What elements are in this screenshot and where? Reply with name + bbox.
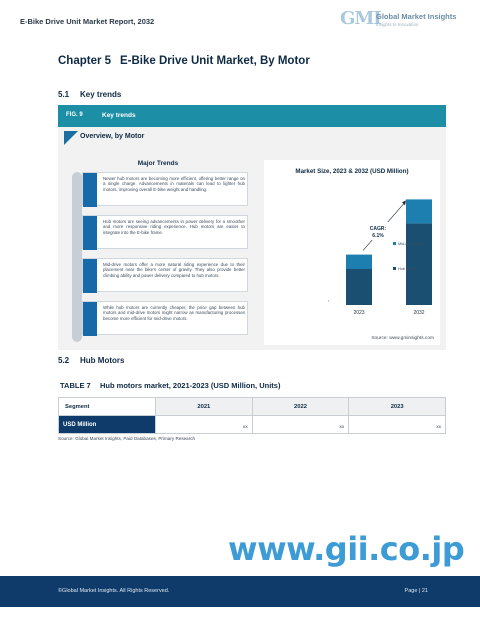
table-cell: xx (349, 416, 446, 434)
legend-swatch (393, 267, 396, 270)
trend-card (82, 258, 248, 292)
table-cell: xx (252, 416, 349, 434)
trend-card (82, 215, 248, 249)
logo-name: Global Market Insights (376, 12, 457, 21)
trend-text: Newer hub motors are becoming more efficient, offering better range on a single charge. Advancements in materials can lead to lighter hub motors, improving overall E-bike weight and handling. (103, 176, 245, 192)
figure-header-bar (58, 105, 446, 127)
section-number: 5.2 (58, 356, 70, 365)
table-label: TABLE 7 (60, 381, 91, 390)
watermark-url: www.gii.co.jp (228, 530, 465, 568)
section-title: Key trends (80, 90, 122, 99)
trend-marker-icon (83, 216, 97, 250)
figure-subtitle-text: Overview, by Motor (80, 133, 145, 140)
footer-page-number: Page | 21 (404, 588, 428, 594)
table-title: Hub motors market, 2021-2023 (USD Million, Units) (100, 381, 281, 390)
section-heading-hub-motors (58, 356, 124, 365)
legend-entry: Hub motor (398, 267, 416, 271)
figure-label: FIG. 9 (66, 112, 83, 118)
x-tick-label: 2032 (413, 310, 425, 316)
cagr-value: 6.1% (372, 233, 384, 239)
footer-strip (0, 607, 480, 621)
page-header (0, 0, 480, 40)
figure-caption: Key trends (102, 112, 136, 119)
section-heading-key-trends (58, 90, 121, 99)
chart-plot (264, 180, 440, 330)
company-logo (340, 8, 460, 34)
corner-triangle-icon (64, 131, 78, 145)
logo-tagline: Insights to Innovation (376, 22, 419, 27)
x-tick-label: 2023 (353, 310, 365, 316)
legend-entry: Mid-drive motor (398, 242, 425, 246)
figure-subtitle (64, 131, 184, 147)
page-footer (0, 576, 480, 607)
chapter-number: Chapter 5 (58, 55, 112, 67)
table-header-cell: 2022 (252, 398, 349, 416)
bar-mid-drive-motor-2032 (406, 199, 432, 223)
major-trends-panel (68, 160, 248, 345)
trends-spine (72, 172, 82, 342)
axis-dot: ı (328, 298, 330, 303)
table-header-cell: 2023 (349, 398, 446, 416)
cagr-label: CAGR: (369, 226, 387, 232)
chart-source: Source: www.gminsights.com (371, 336, 434, 341)
trend-card (82, 172, 248, 206)
legend-swatch (393, 242, 396, 245)
major-trends-title: Major Trends (137, 160, 179, 167)
trend-card (82, 301, 248, 335)
table-cell: xx (156, 416, 253, 434)
table-header-cell: Segment (59, 398, 156, 416)
trend-text: While hub motors are currently cheaper, the price gap between hub motors and mid-drive motors might narrow as manufacturing processes become more efficient for mid-drive motors. (103, 305, 245, 321)
table-header-row (59, 398, 446, 416)
report-title: E-Bike Drive Unit Market Report, 2032 (20, 17, 155, 26)
trend-text: Hub motors are seeing advancements in power delivery for a smoother and more responsive riding experience. Hub motors are easier to integrate into the E-bike frame. (103, 219, 245, 235)
table-header-cell: 2021 (156, 398, 253, 416)
section-title: Hub Motors (80, 356, 125, 365)
section-number: 5.1 (58, 90, 70, 99)
hub-motors-table (58, 397, 446, 434)
bar-hub-motor-2032 (406, 223, 432, 305)
market-size-chart (264, 160, 440, 345)
chapter-heading (58, 55, 310, 67)
table-row-label: USD Million (59, 416, 156, 434)
chart-title: Market Size, 2023 & 2032 (USD Million) (295, 168, 409, 175)
table-row (59, 416, 446, 434)
table-source-note: Source: Global Market Insights, Paid Databases, Primary Research (58, 436, 196, 441)
trend-marker-icon (83, 173, 97, 207)
footer-copyright: ©Global Market Insights. All Rights Reserved. (58, 588, 170, 594)
figure-panel (58, 105, 446, 350)
trend-marker-icon (83, 259, 97, 293)
chapter-title: E-Bike Drive Unit Market, By Motor (120, 55, 310, 67)
trend-marker-icon (83, 302, 97, 336)
bar-hub-motor-2023 (346, 269, 372, 305)
bar-mid-drive-motor-2023 (346, 255, 372, 269)
trend-text: Mid-drive motors offer a more natural riding experience due to their placement near the bike's center of gravity. They also provide better climbing ability and power delivery compared to hub motors. (103, 262, 245, 278)
logo-mark: GMI (340, 8, 381, 29)
table-heading (60, 381, 280, 390)
